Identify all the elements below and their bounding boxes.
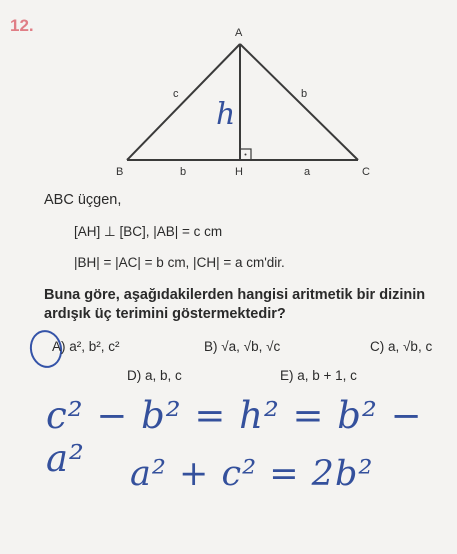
altitude-h-handwritten: h bbox=[216, 97, 236, 132]
side-ab-label: c bbox=[173, 88, 179, 100]
question-prompt: Buna göre, aşağıdakilerden hangisi aritmetik bir dizinin ardışık üç terimini göstermektedir? bbox=[44, 287, 426, 322]
triangle-figure bbox=[0, 0, 457, 190]
vertex-a-label: A bbox=[235, 27, 243, 39]
option-a[interactable] bbox=[52, 339, 120, 354]
side-ac-label: b bbox=[301, 88, 308, 100]
option-e-letter: E) bbox=[280, 368, 294, 383]
option-a-text: a², b², c² bbox=[69, 339, 120, 354]
segment-hc-label: a bbox=[304, 166, 311, 178]
option-e-text: a, b + 1, c bbox=[297, 368, 357, 383]
option-b-text: √a, √b, √c bbox=[221, 339, 281, 354]
stem-intro: ABC üçgen, bbox=[44, 192, 122, 208]
vertex-c-label: C bbox=[362, 166, 370, 178]
handwritten-equation-1: c² − b² = h² = b² − a² bbox=[46, 394, 423, 480]
handwritten-equation-2: a² + c² = 2b² bbox=[130, 454, 374, 494]
right-angle-dot bbox=[245, 154, 247, 156]
option-e[interactable] bbox=[280, 368, 357, 383]
option-d[interactable] bbox=[127, 368, 182, 383]
question-number: 12. bbox=[10, 16, 34, 35]
option-b[interactable] bbox=[204, 339, 280, 354]
segment-bh-label: b bbox=[180, 166, 187, 178]
given-line-1: [AH] ⊥ [BC], |AB| = c cm bbox=[74, 224, 223, 239]
side-ac bbox=[240, 44, 358, 160]
option-d-letter: D) bbox=[127, 368, 142, 383]
option-c-text: a, √b, c bbox=[388, 339, 433, 354]
option-b-letter: B) bbox=[204, 339, 218, 354]
option-a-letter: A) bbox=[52, 339, 66, 354]
given-line-2: |BH| = |AC| = b cm, |CH| = a cm'dir. bbox=[74, 255, 285, 270]
option-c-letter: C) bbox=[370, 339, 385, 354]
option-c[interactable] bbox=[370, 339, 432, 354]
foot-h-label: H bbox=[235, 166, 243, 178]
option-d-text: a, b, c bbox=[145, 368, 182, 383]
vertex-b-label: B bbox=[116, 166, 124, 178]
